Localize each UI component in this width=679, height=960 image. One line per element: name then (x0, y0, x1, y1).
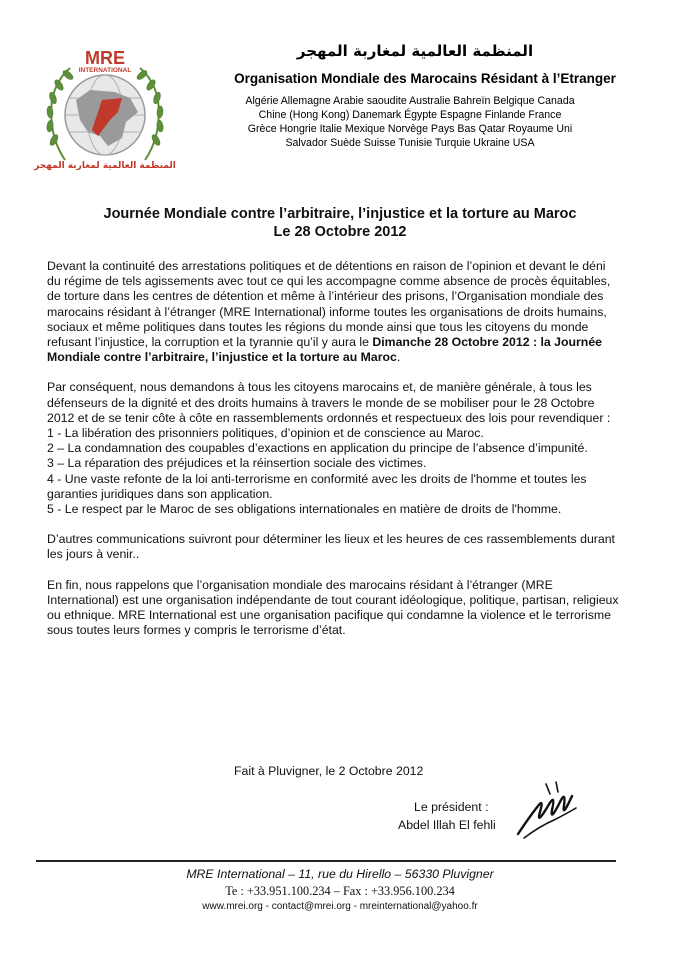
title-line-2: Le 28 Octobre 2012 (273, 224, 407, 240)
logo-arabic-text: المنظمة العالمية لمغاربة المهجر (34, 161, 176, 171)
intro-text: Devant la continuité des arrestations politiques et de détentions en raison de l’opinion et devant le déni du régime de tels agissements avec tout ce qui les accompagne comme absence de procès équitables, de torture dans les centres de détention et même à l’intérieur des prisons, l’Organisation mondiale des marocains résidant à l’étranger (MRE International) informe toutes les organisations de droits humains, sociaux et même politiques dans toutes les régions du monde ainsi que tous les citoyens du monde refusant l’injustice, la corruption et la tyrannie qu’il y aura le (47, 259, 611, 350)
countries-line: Salvador Suède Suisse Tunisie Turquie Ukraine USA (285, 137, 535, 149)
place-date: Fait à Pluvigner, le 2 Octobre 2012 (234, 764, 424, 778)
paragraph-call: Par conséquent, nous demandons à tous les citoyens marocains et, de manière générale, à tous les défenseurs de la dignité et des droits humains à travers le monde de se mobiliser pour le 28 Octobre 2012 et de se tenir côte à côte en rassemblements ordonnés et respectueux des lois pour revendiquer : (47, 380, 611, 425)
paragraph-intro (47, 259, 619, 365)
letter-body (47, 259, 619, 653)
footer-address: MRE International – 11, rue du Hirello – 56330 Pluvigner (186, 867, 494, 881)
title-line-1: Journée Mondiale contre l’arbitraire, l’injustice et la torture au Maroc (103, 206, 577, 222)
arabic-org-title: المنظمة العالمية لمغاربة المهجر (296, 42, 534, 60)
countries-line: Grèce Hongrie Italie Mexique Norvège Pays Bas Qatar Royaume Uni (247, 123, 573, 135)
demand-item: 2 – La condamnation des coupables d’exactions en application du principe de l’absence d’impunité. (47, 441, 588, 456)
demand-item: 5 - Le respect par le Maroc de ses obligations internationales en matière de droits de l'homme. (47, 502, 562, 517)
signer-name: Abdel Illah El fehli (398, 818, 496, 832)
mre-logo (30, 40, 180, 190)
demand-item: 4 - Une vaste refonte de la loi anti-terrorisme en conformité avec les droits de l'homme et toutes les garanties juridiques dans son application. (47, 471, 587, 501)
logo-top-text: MRE (85, 48, 125, 68)
globe-map-icon (65, 75, 145, 155)
org-title: Organisation Mondiale des Marocains Résidant à l’Etranger (234, 71, 616, 86)
countries-list (200, 94, 620, 150)
demand-item: 3 – La réparation des préjudices et la réinsertion sociale des victimes. (47, 456, 427, 471)
signer-role: Le président : (414, 800, 489, 814)
footer-web-links: www.mrei.org - contact@mrei.org - mreinternational@yahoo.fr (202, 901, 478, 912)
countries-line: Algérie Allemagne Arabie saoudite Australie Bahreïn Belgique Canada (245, 95, 575, 107)
countries-line: Chine (Hong Kong) Danemark Égypte Espagne Finlande France (258, 109, 562, 121)
footer-divider (36, 860, 616, 862)
demand-item: 1 - La libération des prisonniers politiques, d’opinion et de conscience au Maroc. (47, 426, 484, 441)
demands-section (47, 380, 619, 517)
intro-end: . (396, 350, 401, 365)
paragraph-communications: D’autres communications suivront pour déterminer les lieux et les heures de ces rassemblements durant les jours à venir.. (47, 532, 615, 562)
paragraph-conclusion: En fin, nous rappelons que l’organisation mondiale des marocains résidant à l’étranger (MRE International) est une organisation indépendante de tout courant idéologique, politique, partisan, religieux ou ethnique. MRE International est une organisation pacifique qui condamne la violence et le terrorisme sous toutes leurs formes y compris le terrorisme d’état. (47, 577, 619, 638)
intro-bold-text: Dimanche 28 Octobre 2012 : la Journée Mondiale contre l’arbitraire, l’injustice et la torture au Maroc (47, 335, 602, 365)
logo-sub-text: INTERNATIONAL (78, 67, 132, 74)
footer-phone: Te : +33.951.100.234 – Fax : +33.956.100.234 (225, 884, 455, 898)
document-title (40, 205, 640, 241)
handwritten-signature (510, 776, 580, 842)
